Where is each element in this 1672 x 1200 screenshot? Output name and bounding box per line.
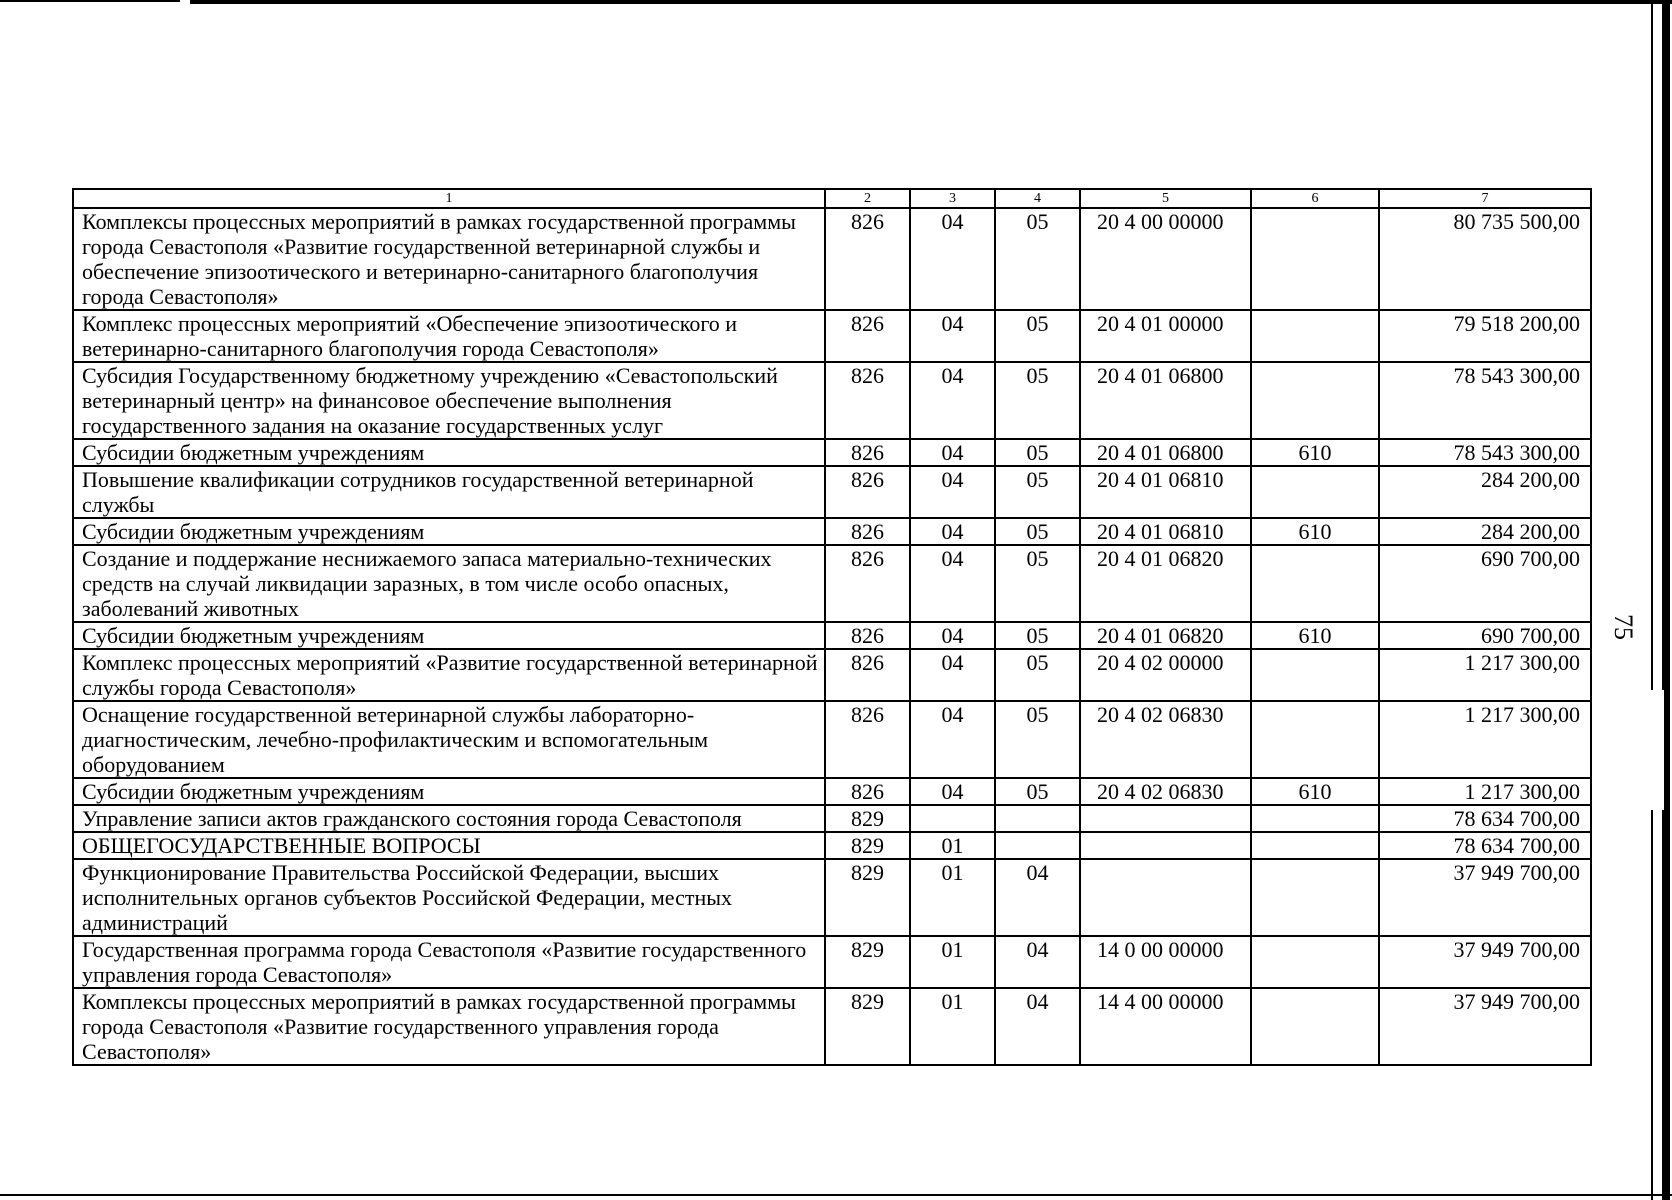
header-col-5: 5 — [1080, 189, 1251, 208]
row-code-target: 20 4 00 00000 — [1080, 208, 1251, 310]
table-row — [73, 362, 1591, 439]
row-code-ministry: 829 — [825, 832, 910, 859]
row-code-section: 04 — [910, 466, 995, 518]
row-code-section: 04 — [910, 649, 995, 701]
row-code-ministry: 829 — [825, 805, 910, 832]
row-code-subsection: 05 — [995, 778, 1080, 805]
header-col-7: 7 — [1379, 189, 1591, 208]
row-name: Субсидия Государственному бюджетному учреждению «Севастопольский ветеринарный центр» на финансовое обеспечение выполнения государственного задания на оказание государственных услуг — [73, 362, 825, 439]
row-name: Создание и поддержание неснижаемого запаса материально-технических средств на случай ликвидации заразных, в том числе особо опасных, заболеваний животных — [73, 545, 825, 622]
row-code-subsection: 05 — [995, 545, 1080, 622]
table-row — [73, 439, 1591, 466]
row-code-expense-type — [1251, 310, 1379, 362]
row-code-target: 20 4 01 06810 — [1080, 518, 1251, 545]
row-code-ministry: 826 — [825, 362, 910, 439]
row-name: ОБЩЕГОСУДАРСТВЕННЫЕ ВОПРОСЫ — [73, 832, 825, 859]
scan-top-edge-mark — [0, 0, 180, 2]
row-code-target — [1080, 859, 1251, 936]
row-name: Субсидии бюджетным учреждениям — [73, 518, 825, 545]
row-amount: 1 217 300,00 — [1379, 701, 1591, 778]
scan-top-edge-line — [190, 0, 1672, 4]
row-code-section — [910, 805, 995, 832]
row-code-subsection: 05 — [995, 518, 1080, 545]
scan-right-edge-gap — [1646, 690, 1664, 810]
row-code-section: 04 — [910, 701, 995, 778]
row-code-section: 04 — [910, 778, 995, 805]
row-code-subsection — [995, 832, 1080, 859]
table-row — [73, 310, 1591, 362]
budget-table — [72, 188, 1592, 1066]
row-code-expense-type — [1251, 936, 1379, 988]
table-row — [73, 936, 1591, 988]
row-code-expense-type — [1251, 859, 1379, 936]
row-code-target: 14 4 00 00000 — [1080, 988, 1251, 1065]
header-col-3: 3 — [910, 189, 995, 208]
row-amount: 37 949 700,00 — [1379, 936, 1591, 988]
row-code-section: 01 — [910, 936, 995, 988]
table-row — [73, 805, 1591, 832]
row-code-expense-type — [1251, 545, 1379, 622]
row-code-target: 20 4 01 06820 — [1080, 622, 1251, 649]
row-code-expense-type: 610 — [1251, 778, 1379, 805]
row-amount: 37 949 700,00 — [1379, 988, 1591, 1065]
row-code-ministry: 826 — [825, 545, 910, 622]
row-code-ministry: 826 — [825, 649, 910, 701]
row-code-target: 14 0 00 00000 — [1080, 936, 1251, 988]
row-code-section: 04 — [910, 208, 995, 310]
row-code-ministry: 826 — [825, 622, 910, 649]
row-amount: 1 217 300,00 — [1379, 649, 1591, 701]
table-row — [73, 701, 1591, 778]
row-code-ministry: 826 — [825, 778, 910, 805]
row-amount: 690 700,00 — [1379, 545, 1591, 622]
row-name: Комплекс процессных мероприятий «Обеспечение эпизоотического и ветеринарно-санитарного благополучия города Севастополя» — [73, 310, 825, 362]
row-name: Комплекс процессных мероприятий «Развитие государственной ветеринарной службы города Севастополя» — [73, 649, 825, 701]
row-name: Государственная программа города Севастополя «Развитие государственного управления города Севастополя» — [73, 936, 825, 988]
header-col-2: 2 — [825, 189, 910, 208]
row-name: Субсидии бюджетным учреждениям — [73, 622, 825, 649]
header-row — [73, 189, 1591, 208]
row-code-expense-type — [1251, 466, 1379, 518]
row-code-subsection: 05 — [995, 649, 1080, 701]
table-row — [73, 832, 1591, 859]
scan-right-edge-bar — [1662, 0, 1670, 1200]
row-code-section: 04 — [910, 622, 995, 649]
row-code-expense-type: 610 — [1251, 622, 1379, 649]
header-col-6: 6 — [1251, 189, 1379, 208]
row-name: Комплексы процессных мероприятий в рамках государственной программы города Севастополя «Развитие государственного управления города Севастополя» — [73, 988, 825, 1065]
row-code-subsection: 04 — [995, 859, 1080, 936]
row-code-subsection: 05 — [995, 701, 1080, 778]
row-code-subsection: 04 — [995, 936, 1080, 988]
row-code-target: 20 4 01 06800 — [1080, 439, 1251, 466]
row-name: Функционирование Правительства Российской Федерации, высших исполнительных органов субъектов Российской Федерации, местных администраций — [73, 859, 825, 936]
row-name: Повышение квалификации сотрудников государственной ветеринарной службы — [73, 466, 825, 518]
row-amount: 284 200,00 — [1379, 466, 1591, 518]
row-code-expense-type — [1251, 701, 1379, 778]
row-code-subsection: 05 — [995, 622, 1080, 649]
row-code-expense-type — [1251, 832, 1379, 859]
row-code-ministry: 826 — [825, 439, 910, 466]
row-amount: 80 735 500,00 — [1379, 208, 1591, 310]
row-name: Субсидии бюджетным учреждениям — [73, 439, 825, 466]
row-code-ministry: 826 — [825, 518, 910, 545]
row-amount: 78 634 700,00 — [1379, 805, 1591, 832]
row-amount: 690 700,00 — [1379, 622, 1591, 649]
row-code-expense-type — [1251, 988, 1379, 1065]
header-col-4: 4 — [995, 189, 1080, 208]
row-code-subsection: 05 — [995, 208, 1080, 310]
row-code-expense-type — [1251, 805, 1379, 832]
row-code-section: 04 — [910, 439, 995, 466]
scan-right-edge-line — [1651, 0, 1653, 1200]
row-name: Субсидии бюджетным учреждениям — [73, 778, 825, 805]
row-code-target: 20 4 01 06810 — [1080, 466, 1251, 518]
row-code-section: 04 — [910, 518, 995, 545]
row-code-section: 04 — [910, 310, 995, 362]
row-amount: 78 634 700,00 — [1379, 832, 1591, 859]
row-code-ministry: 829 — [825, 988, 910, 1065]
row-amount: 78 543 300,00 — [1379, 362, 1591, 439]
row-code-target: 20 4 02 06830 — [1080, 778, 1251, 805]
table-row — [73, 778, 1591, 805]
row-code-target: 20 4 01 06820 — [1080, 545, 1251, 622]
row-amount: 79 518 200,00 — [1379, 310, 1591, 362]
table-row — [73, 988, 1591, 1065]
row-code-target — [1080, 832, 1251, 859]
row-code-subsection: 04 — [995, 988, 1080, 1065]
row-code-section: 04 — [910, 362, 995, 439]
row-amount: 37 949 700,00 — [1379, 859, 1591, 936]
table-row — [73, 208, 1591, 310]
header-col-1: 1 — [73, 189, 825, 208]
table-row — [73, 622, 1591, 649]
row-code-target: 20 4 02 00000 — [1080, 649, 1251, 701]
table-row — [73, 859, 1591, 936]
row-code-ministry: 826 — [825, 310, 910, 362]
row-code-expense-type: 610 — [1251, 518, 1379, 545]
row-code-target: 20 4 02 06830 — [1080, 701, 1251, 778]
row-code-expense-type: 610 — [1251, 439, 1379, 466]
row-code-target: 20 4 01 00000 — [1080, 310, 1251, 362]
row-code-target: 20 4 01 06800 — [1080, 362, 1251, 439]
row-code-expense-type — [1251, 362, 1379, 439]
row-amount: 78 543 300,00 — [1379, 439, 1591, 466]
scan-bottom-edge-line — [0, 1194, 1672, 1196]
row-code-subsection: 05 — [995, 439, 1080, 466]
row-name: Комплексы процессных мероприятий в рамках государственной программы города Севастополя «Развитие государственной ветеринарной службы и обеспечение эпизоотического и ветеринарно-санитарного благополучия города Севастополя» — [73, 208, 825, 310]
row-code-target — [1080, 805, 1251, 832]
table-row — [73, 649, 1591, 701]
table-row — [73, 545, 1591, 622]
row-code-subsection: 05 — [995, 362, 1080, 439]
row-code-section: 01 — [910, 988, 995, 1065]
table-row — [73, 466, 1591, 518]
row-code-expense-type — [1251, 208, 1379, 310]
row-code-subsection — [995, 805, 1080, 832]
row-amount: 1 217 300,00 — [1379, 778, 1591, 805]
row-code-ministry: 826 — [825, 701, 910, 778]
row-code-ministry: 829 — [825, 859, 910, 936]
row-code-ministry: 826 — [825, 466, 910, 518]
row-name: Управление записи актов гражданского состояния города Севастополя — [73, 805, 825, 832]
page-number: 75 — [1609, 614, 1638, 640]
row-code-ministry: 829 — [825, 936, 910, 988]
row-code-section: 01 — [910, 859, 995, 936]
row-code-section: 01 — [910, 832, 995, 859]
row-code-subsection: 05 — [995, 466, 1080, 518]
row-code-ministry: 826 — [825, 208, 910, 310]
table-row — [73, 518, 1591, 545]
row-code-subsection: 05 — [995, 310, 1080, 362]
row-code-expense-type — [1251, 649, 1379, 701]
row-amount: 284 200,00 — [1379, 518, 1591, 545]
row-name: Оснащение государственной ветеринарной службы лабораторно-диагностическим, лечебно-профилактическим и вспомогательным оборудованием — [73, 701, 825, 778]
row-code-section: 04 — [910, 545, 995, 622]
